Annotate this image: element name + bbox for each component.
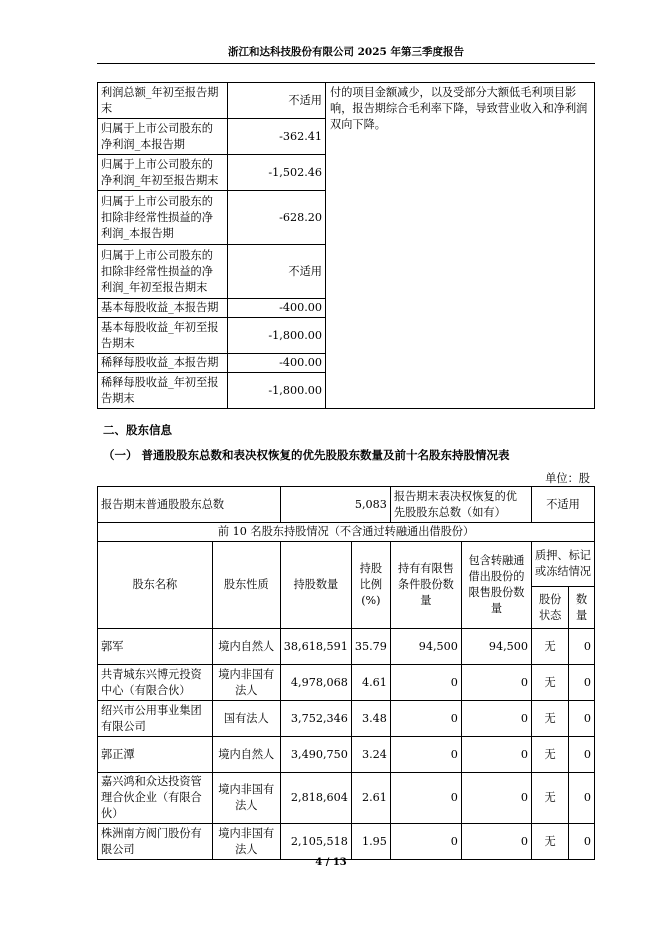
pledge-qty: 0 <box>569 629 595 665</box>
holding-ratio: 3.48 <box>351 701 390 737</box>
restricted-shares: 0 <box>390 665 461 701</box>
header-name: 股东名称 <box>98 542 213 629</box>
shareholder-row <box>98 665 595 701</box>
unit-label: 单位：股 <box>545 472 590 485</box>
preferred-shareholders-label: 报告期末表决权恢复的优先股股东总数（如有） <box>390 487 531 523</box>
profit-indicators-table <box>97 82 595 409</box>
shareholders-table <box>97 486 595 860</box>
indicator-label: 利润总额_年初至报告期末 <box>98 83 228 119</box>
indicator-value: -400.00 <box>228 354 326 373</box>
shareholder-row <box>98 773 595 824</box>
holding-ratio: 3.24 <box>351 737 390 773</box>
indicator-row <box>98 83 595 119</box>
shareholder-row <box>98 701 595 737</box>
shareholder-nature: 境内非国有法人 <box>212 824 280 860</box>
indicator-value: -1,800.00 <box>228 373 326 409</box>
restricted-shares: 0 <box>390 773 461 824</box>
header-restricted: 持有有限售条件股份数量 <box>390 542 461 629</box>
shareholder-nature: 境内自然人 <box>212 629 280 665</box>
indicator-label: 归属于上市公司股东的扣除非经常性损益的净利润_年初至报告期末 <box>98 245 228 299</box>
lending-shares: 0 <box>461 665 531 701</box>
shareholder-nature: 国有法人 <box>212 701 280 737</box>
holding-ratio: 4.61 <box>351 665 390 701</box>
shareholder-name: 株洲南方阀门股份有限公司 <box>98 824 213 860</box>
shares-held: 2,818,604 <box>280 773 351 824</box>
header-shares: 持股数量 <box>280 542 351 629</box>
shareholder-name: 共青城东兴博元投资中心（有限合伙） <box>98 665 213 701</box>
header-ratio: 持股比例(%) <box>351 542 390 629</box>
indicator-value: 不适用 <box>228 245 326 299</box>
indicator-value: 不适用 <box>228 83 326 119</box>
indicator-label: 稀释每股收益_年初至报告期末 <box>98 373 228 409</box>
restricted-shares: 0 <box>390 701 461 737</box>
indicator-value: -400.00 <box>228 299 326 318</box>
top10-title: 前 10 名股东持股情况（不含通过转融通出借股份） <box>98 523 595 542</box>
indicator-label: 归属于上市公司股东的净利润_年初至报告期末 <box>98 155 228 191</box>
share-status: 无 <box>532 737 569 773</box>
lending-shares: 0 <box>461 824 531 860</box>
indicator-value: -628.20 <box>228 191 326 245</box>
lending-shares: 0 <box>461 773 531 824</box>
page-number: 4 / 13 <box>315 857 347 868</box>
indicator-label: 归属于上市公司股东的净利润_本报告期 <box>98 119 228 155</box>
indicator-label: 基本每股收益_本报告期 <box>98 299 228 318</box>
pledge-qty: 0 <box>569 824 595 860</box>
shares-held: 3,752,346 <box>280 701 351 737</box>
share-status: 无 <box>532 824 569 860</box>
shareholder-nature: 境内非国有法人 <box>212 773 280 824</box>
restricted-shares: 0 <box>390 737 461 773</box>
shares-held: 38,618,591 <box>280 629 351 665</box>
indicator-value: -1,800.00 <box>228 318 326 354</box>
pledge-qty: 0 <box>569 773 595 824</box>
total-shareholders-label: 报告期末普通股股东总数 <box>98 487 281 523</box>
holding-ratio: 1.95 <box>351 824 390 860</box>
indicator-value: -1,502.46 <box>228 155 326 191</box>
change-description: 付的项目金额减少，以及受部分大额低毛利项目影响，报告期综合毛利率下降，导致营业收入和净利润双向下降。 <box>326 83 595 409</box>
shareholder-nature: 境内非国有法人 <box>212 665 280 701</box>
shareholder-row <box>98 629 595 665</box>
share-status: 无 <box>532 665 569 701</box>
section-subtitle: （一） 普通股股东总数和表决权恢复的优先股股东数量及前十名股东持股情况表 <box>103 448 510 462</box>
restricted-shares: 0 <box>390 824 461 860</box>
shares-held: 2,105,518 <box>280 824 351 860</box>
shares-held: 3,490,750 <box>280 737 351 773</box>
indicator-label: 基本每股收益_年初至报告期末 <box>98 318 228 354</box>
shares-held: 4,978,068 <box>280 665 351 701</box>
pledge-qty: 0 <box>569 701 595 737</box>
lending-shares: 0 <box>461 701 531 737</box>
shareholder-name: 绍兴市公用事业集团有限公司 <box>98 701 213 737</box>
lending-shares: 0 <box>461 737 531 773</box>
preferred-shareholders-value: 不适用 <box>532 487 595 523</box>
lending-shares: 94,500 <box>461 629 531 665</box>
shareholder-nature: 境内自然人 <box>212 737 280 773</box>
section-title: 二、股东信息 <box>103 423 172 437</box>
page-header: 浙江和达科技股份有限公司 2025 年第三季度报告 <box>97 44 595 64</box>
restricted-shares: 94,500 <box>390 629 461 665</box>
pledge-qty: 0 <box>569 737 595 773</box>
header-lending: 包含转融通借出股份的限售股份数量 <box>461 542 531 629</box>
indicator-value: -362.41 <box>228 119 326 155</box>
shareholder-name: 郭军 <box>98 629 213 665</box>
header-qty: 数量 <box>569 587 595 629</box>
share-status: 无 <box>532 629 569 665</box>
share-status: 无 <box>532 773 569 824</box>
header-nature: 股东性质 <box>212 542 280 629</box>
share-status: 无 <box>532 701 569 737</box>
holding-ratio: 2.61 <box>351 773 390 824</box>
header-status: 股份状态 <box>532 587 569 629</box>
shareholder-row <box>98 824 595 860</box>
shareholder-name: 嘉兴鸿和众达投资管理合伙企业（有限合伙） <box>98 773 213 824</box>
header-pledge: 质押、标记或冻结情况 <box>532 542 595 587</box>
total-shareholders-value: 5,083 <box>280 487 390 523</box>
shareholder-name: 郭正潭 <box>98 737 213 773</box>
pledge-qty: 0 <box>569 665 595 701</box>
shareholder-row <box>98 737 595 773</box>
indicator-label: 稀释每股收益_本报告期 <box>98 354 228 373</box>
indicator-label: 归属于上市公司股东的扣除非经常性损益的净利润_本报告期 <box>98 191 228 245</box>
holding-ratio: 35.79 <box>351 629 390 665</box>
